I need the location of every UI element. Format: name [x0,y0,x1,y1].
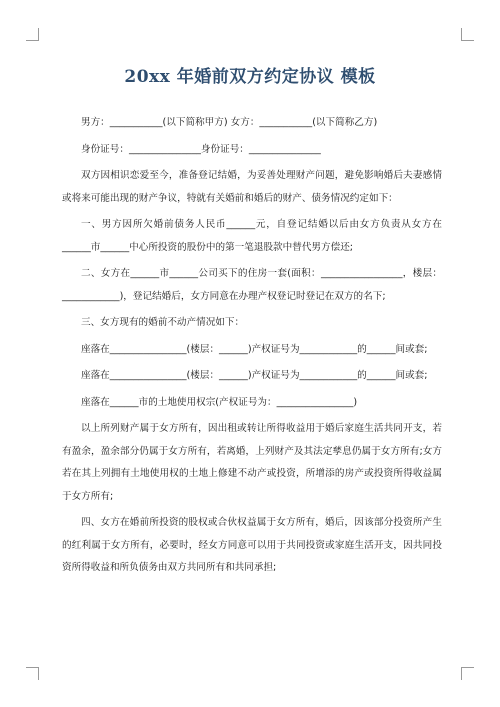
crop-mark-top-left [26,28,39,41]
document-body [62,112,442,580]
clause-2-paragraph: 二、女方在______市______公司买下的住房一套(面积：_________________，楼层：____________)，登记结婚后，女方同意在办理产权登记时登记在双方的名下; [62,268,442,302]
crop-mark-top-right [461,28,474,41]
document-title: 20xx 年婚前双方约定协议 模板 [124,67,376,87]
property-item-2: 座落在________________(楼层：______)产权证号为____________的______间或套; [81,370,428,381]
crop-mark-bottom-right [461,667,474,680]
clause-3-heading: 三、女方现有的婚前不动产情况如下： [81,317,245,328]
preamble-paragraph: 双方因相识恋爱至今，准备登记结婚，为妥善处理财产问题，避免影响婚后夫妻感情或将来可能出现的财产争议，特就有关婚前和婚后的财产、债务情况约定如下： [62,170,442,204]
clause-1-paragraph: 一、男方因所欠婚前债务人民币______元，自登记结婚以后由女方负责从女方在______市______中心所投资的股份中的第一笔退股款中替代男方偿还; [62,219,442,253]
land-use-right-item: 座落在______市的土地使用权宗(产权证号为：________________) [81,396,358,408]
crop-mark-bottom-left [26,667,39,680]
party-names-line: 男方：___________(以下简称甲方) 女方：___________(以下简称乙方) [81,117,378,128]
id-number-line: 身份证号：_______________身份证号：_______________ [81,143,321,155]
property-ownership-paragraph: 以上所列财产属于女方所有，因出租或转让所得收益用于婚后家庭生活共同开支，若有盈余，盈余部分仍属于女方所有，若离婚，上列财产及其法定孳息仍属于女方所有;女方若在其上列拥有土地使用权的土地上修建不动产或投资，所增添的房产或投资所得收益属于女方所有; [62,423,442,502]
property-item-1: 座落在________________(楼层：______)产权证号为____________的______间或套; [81,343,428,355]
clause-4-paragraph: 四、女方在婚前所投资的股权或合伙权益属于女方所有，婚后，因该部分投资所产生的红利属于女方所有，必要时，经女方同意可以用于共同投资或家庭生活开支，因共同投资所得收益和所负债务由双方共同所有和共同承担; [62,517,442,573]
